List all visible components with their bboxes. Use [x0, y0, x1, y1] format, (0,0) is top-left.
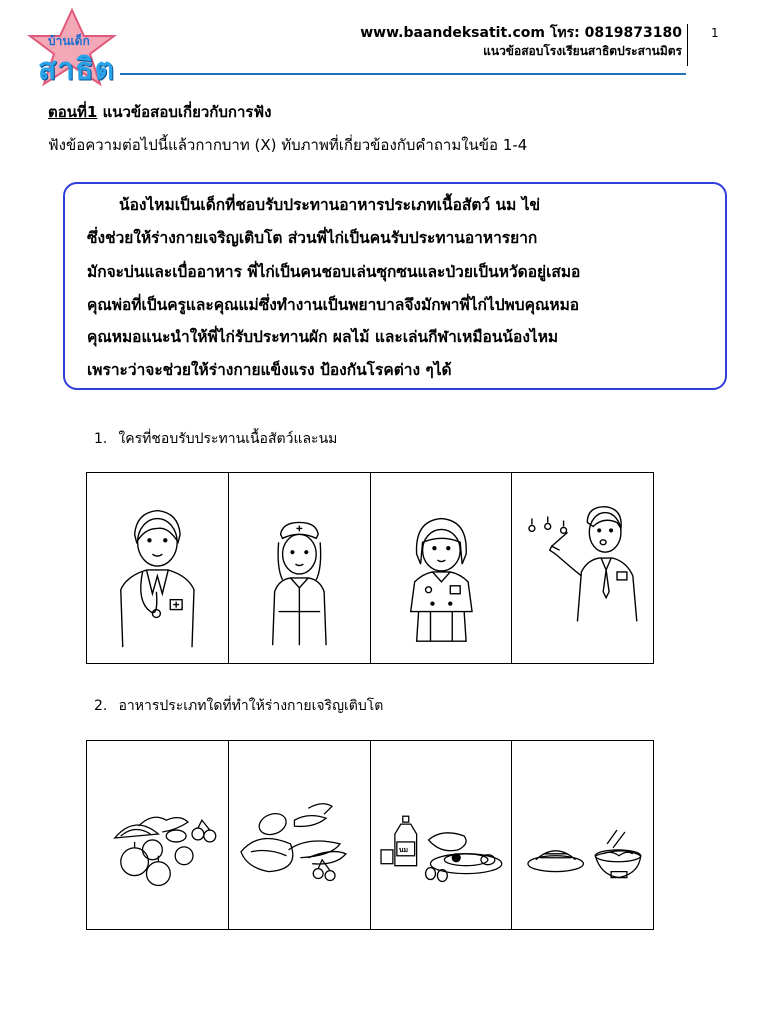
rice-noodles-picture[interactable] — [512, 741, 653, 929]
instruction-text: ฟังข้อความต่อไปนี้แล้วกากบาท (X) ทับภาพที่เกี่ยวข้องกับคำถามในข้อ 1-4 — [48, 136, 528, 154]
question-2-choices — [86, 740, 654, 930]
vegetables-picture[interactable] — [229, 741, 371, 929]
question-number: 1. — [94, 431, 108, 447]
header-divider — [687, 24, 688, 66]
girl-student-picture[interactable] — [371, 473, 513, 663]
logo-large-text: สาธิต — [38, 52, 115, 87]
passage-line: เพราะว่าจะช่วยให้ร่างกายแข็งแรง ป้องกันโรคต่าง ๆได้ — [87, 361, 452, 379]
logo-small-text: บ้านเด็ก — [48, 34, 90, 48]
teacher-picture[interactable] — [512, 473, 653, 663]
header-subtitle: แนวข้อสอบโรงเรียนสาธิตประสานมิตร — [483, 44, 682, 58]
header-info — [360, 24, 682, 60]
passage-box — [63, 182, 727, 390]
fruits-picture[interactable] — [87, 741, 229, 929]
question-text: อาหารประเภทใดที่ทำให้ร่างกายเจริญเติบโต — [118, 698, 384, 714]
question-2 — [94, 695, 383, 717]
question-number: 2. — [94, 698, 108, 714]
passage-line: คุณพ่อที่เป็นครูและคุณแม่ซึ่งทำงานเป็นพยาบาลจึงมักพาพี่ไก่ไปพบคุณหมอ — [87, 296, 580, 314]
nurse-picture[interactable] — [229, 473, 371, 663]
passage-line: คุณหมอแนะนำให้พี่ไก่รับประทานผัก ผลไม้ และเล่นกีฬาเหมือนน้องไหม — [87, 328, 559, 346]
passage-line: ซึ่งช่วยให้ร่างกายเจริญเติบโต ส่วนพี่ไก่เป็นคนรับประทานอาหารยาก — [87, 229, 538, 247]
site-contact: www.baandeksatit.com โทร: 0819873180 — [360, 25, 682, 41]
section-title — [48, 100, 271, 124]
passage-line: น้องไหมเป็นเด็กที่ชอบรับประทานอาหารประเภทเนื้อสัตว์ นม ไข่ — [119, 196, 541, 214]
doctor-picture[interactable] — [87, 473, 229, 663]
passage-line: มักจะบ่นและเบื่ออาหาร พี่ไก่เป็นคนชอบเล่นซุกซนและป่วยเป็นหวัดอยู่เสมอ — [87, 263, 581, 281]
page-number: 1 — [711, 26, 719, 40]
section-label: ตอนที่1 — [48, 103, 98, 121]
question-1 — [94, 428, 337, 450]
milk-label: นม — [398, 845, 408, 854]
question-1-choices — [86, 472, 654, 664]
section-heading: แนวข้อสอบเกี่ยวกับการฟัง — [97, 103, 272, 121]
milk-eggs-meat-picture[interactable] — [371, 741, 513, 929]
question-text: ใครที่ชอบรับประทานเนื้อสัตว์และนม — [118, 431, 338, 447]
header-rule — [120, 73, 686, 75]
school-logo — [14, 6, 134, 96]
